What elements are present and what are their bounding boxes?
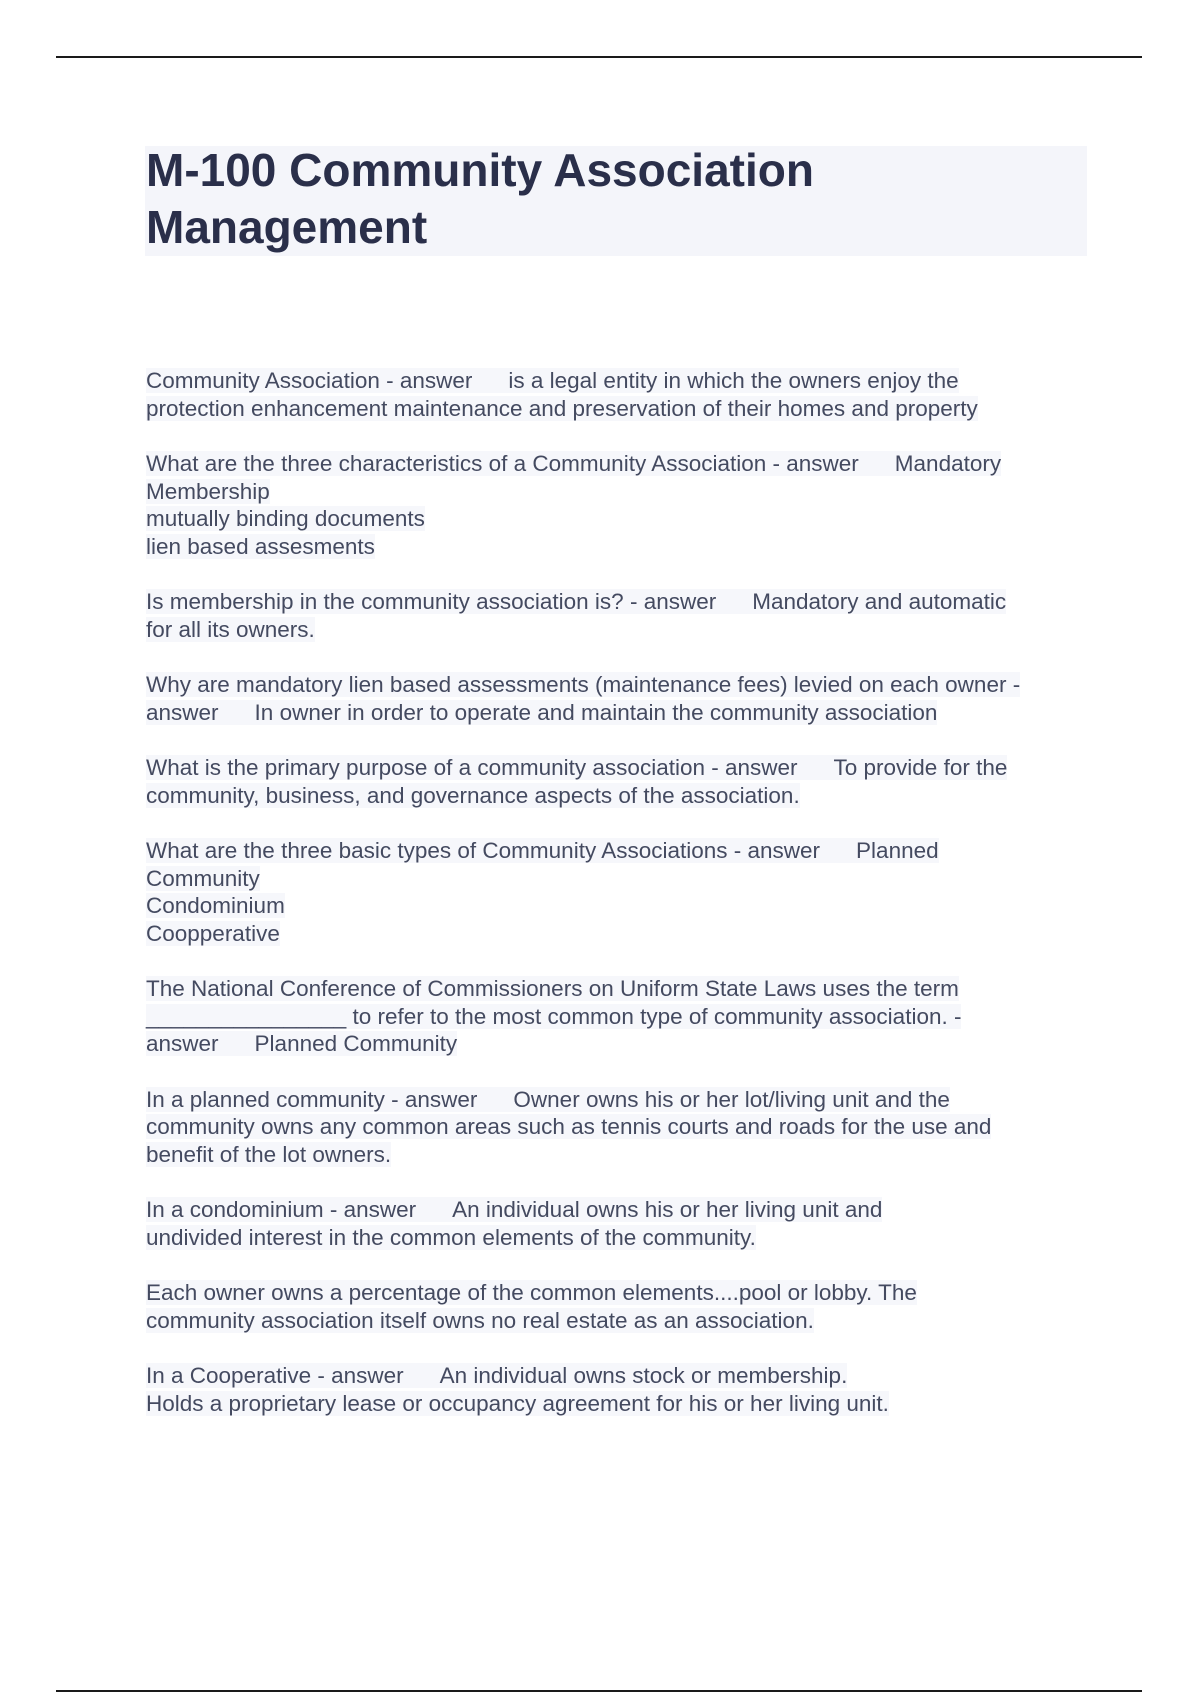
answer-text: is a legal entity in which the owners enjoy the	[508, 368, 959, 393]
line-text-main: ________________ to refer to the most common type of community association. -	[146, 1003, 962, 1029]
flashcard-list	[146, 367, 1096, 1445]
flashcard-entry	[146, 450, 1096, 560]
line-text-main: community owns any common areas such as tennis courts and roads for the use and	[146, 1114, 992, 1139]
answer-text: An individual owns stock or membership.	[439, 1363, 848, 1388]
line-text-main: The National Conference of Commissioners on Uniform State Laws uses the term	[146, 976, 959, 1001]
entry-line	[146, 671, 1096, 699]
line-text	[146, 838, 939, 863]
line-text-main: Why are mandatory lien based assessments (maintenance fees) levied on each owner -	[146, 672, 1021, 697]
line-text-main: community, business, and governance aspects of the association.	[146, 782, 800, 808]
entry-line	[146, 892, 1096, 920]
entry-line	[146, 533, 1096, 561]
entry-line	[146, 1196, 1096, 1224]
line-text-main: Coopperative	[146, 920, 280, 946]
entry-line	[146, 616, 1096, 644]
line-text	[146, 1391, 889, 1416]
line-text-main: Is membership in the community association is? - answer	[146, 589, 717, 614]
entry-line	[146, 1279, 1096, 1307]
line-text-main: Holds a proprietary lease or occupancy agreement for his or her living unit.	[146, 1390, 889, 1416]
flashcard-entry	[146, 754, 1096, 809]
line-text-main: Condominium	[146, 893, 285, 918]
flashcard-entry	[146, 367, 1096, 422]
answer-text: An individual owns his or her living unit and	[452, 1197, 883, 1222]
flashcard-entry	[146, 588, 1096, 643]
line-text	[146, 700, 937, 725]
entry-line	[146, 478, 1096, 506]
flashcard-entry	[146, 837, 1096, 947]
answer-text: Mandatory	[894, 451, 1002, 476]
flashcard-entry	[146, 1196, 1096, 1251]
line-text	[146, 506, 425, 531]
line-text	[146, 1197, 882, 1222]
answer-text: Owner owns his or her lot/living unit and the	[513, 1086, 950, 1112]
line-text	[146, 396, 978, 421]
entry-line	[146, 1030, 1096, 1058]
line-text	[146, 1031, 457, 1056]
entry-line	[146, 975, 1096, 1003]
entry-line	[146, 1141, 1096, 1169]
line-text	[146, 1225, 756, 1250]
flashcard-entry	[146, 1086, 1096, 1169]
line-text-main: for all its owners.	[146, 616, 315, 642]
line-text	[146, 755, 1007, 780]
page-title	[146, 142, 926, 256]
line-text-main: benefit of the lot owners.	[146, 1141, 392, 1167]
answer-text: To provide for the	[833, 755, 1008, 780]
flashcard-entry	[146, 671, 1096, 726]
line-text	[146, 1142, 391, 1167]
entry-line	[146, 588, 1096, 616]
entry-line	[146, 1390, 1096, 1418]
line-text	[146, 672, 1020, 697]
entry-line	[146, 1003, 1096, 1031]
entry-line	[146, 865, 1096, 893]
entry-line	[146, 1307, 1096, 1335]
line-text	[146, 617, 315, 642]
line-text-main: answer	[146, 1031, 219, 1056]
line-text-main: In a Cooperative - answer	[146, 1363, 404, 1388]
answer-text: Planned Community	[254, 1031, 458, 1056]
entry-line	[146, 754, 1096, 782]
entry-line	[146, 920, 1096, 948]
answer-text: In owner in order to operate and maintain the community association	[254, 699, 938, 725]
line-text-main: What are the three characteristics of a Community Association - answer	[146, 451, 859, 476]
bottom-rule	[56, 1690, 1142, 1692]
answer-text: Planned	[856, 838, 939, 863]
entry-line	[146, 367, 1096, 395]
line-text	[146, 368, 959, 393]
line-text-main: community association itself owns no real estate as an association.	[146, 1307, 814, 1333]
line-text-main: lien based assesments	[146, 533, 375, 559]
line-text	[146, 451, 1001, 476]
line-text-main: In a condominium - answer	[146, 1197, 417, 1222]
line-text-main: What is the primary purpose of a community association - answer	[146, 755, 798, 780]
line-text	[146, 976, 959, 1001]
line-text-main: Community Association - answer	[146, 368, 473, 393]
entry-line	[146, 1113, 1096, 1141]
flashcard-entry	[146, 975, 1096, 1058]
line-text-main: Each owner owns a percentage of the common elements....pool or lobby. The	[146, 1280, 917, 1305]
entry-line	[146, 395, 1096, 423]
entry-line	[146, 1224, 1096, 1252]
line-text	[146, 866, 260, 891]
line-text-main: What are the three basic types of Community Associations - answer	[146, 838, 821, 863]
page-title-line-2: Management	[146, 201, 428, 253]
entry-line	[146, 699, 1096, 727]
page-title-line-1: M-100 Community Association	[146, 144, 814, 196]
line-text	[146, 1363, 847, 1388]
flashcard-entry	[146, 1279, 1096, 1334]
entry-line	[146, 505, 1096, 533]
line-text-main: Community	[146, 865, 260, 891]
entry-line	[146, 1086, 1096, 1114]
entry-line	[146, 782, 1096, 810]
line-text-main: In a planned community - answer	[146, 1086, 478, 1112]
answer-text: Mandatory and automatic	[752, 589, 1007, 614]
entry-line	[146, 1362, 1096, 1390]
line-text	[146, 921, 280, 946]
line-text	[146, 1308, 814, 1333]
line-text	[146, 479, 270, 504]
line-text	[146, 893, 285, 918]
line-text	[146, 1280, 917, 1305]
line-text	[146, 783, 800, 808]
top-rule	[56, 56, 1142, 58]
line-text	[146, 1087, 950, 1112]
line-text	[146, 1114, 991, 1139]
line-text-main: mutually binding documents	[146, 506, 425, 531]
line-text	[146, 534, 375, 559]
line-text-main: undivided interest in the common elements of the community.	[146, 1224, 756, 1250]
entry-line	[146, 450, 1096, 478]
line-text-main: answer	[146, 699, 219, 725]
line-text-main: protection enhancement maintenance and preservation of their homes and property	[146, 395, 978, 421]
line-text-main: Membership	[146, 478, 270, 504]
line-text	[146, 1004, 961, 1029]
line-text	[146, 589, 1006, 614]
entry-line	[146, 837, 1096, 865]
flashcard-entry	[146, 1362, 1096, 1417]
